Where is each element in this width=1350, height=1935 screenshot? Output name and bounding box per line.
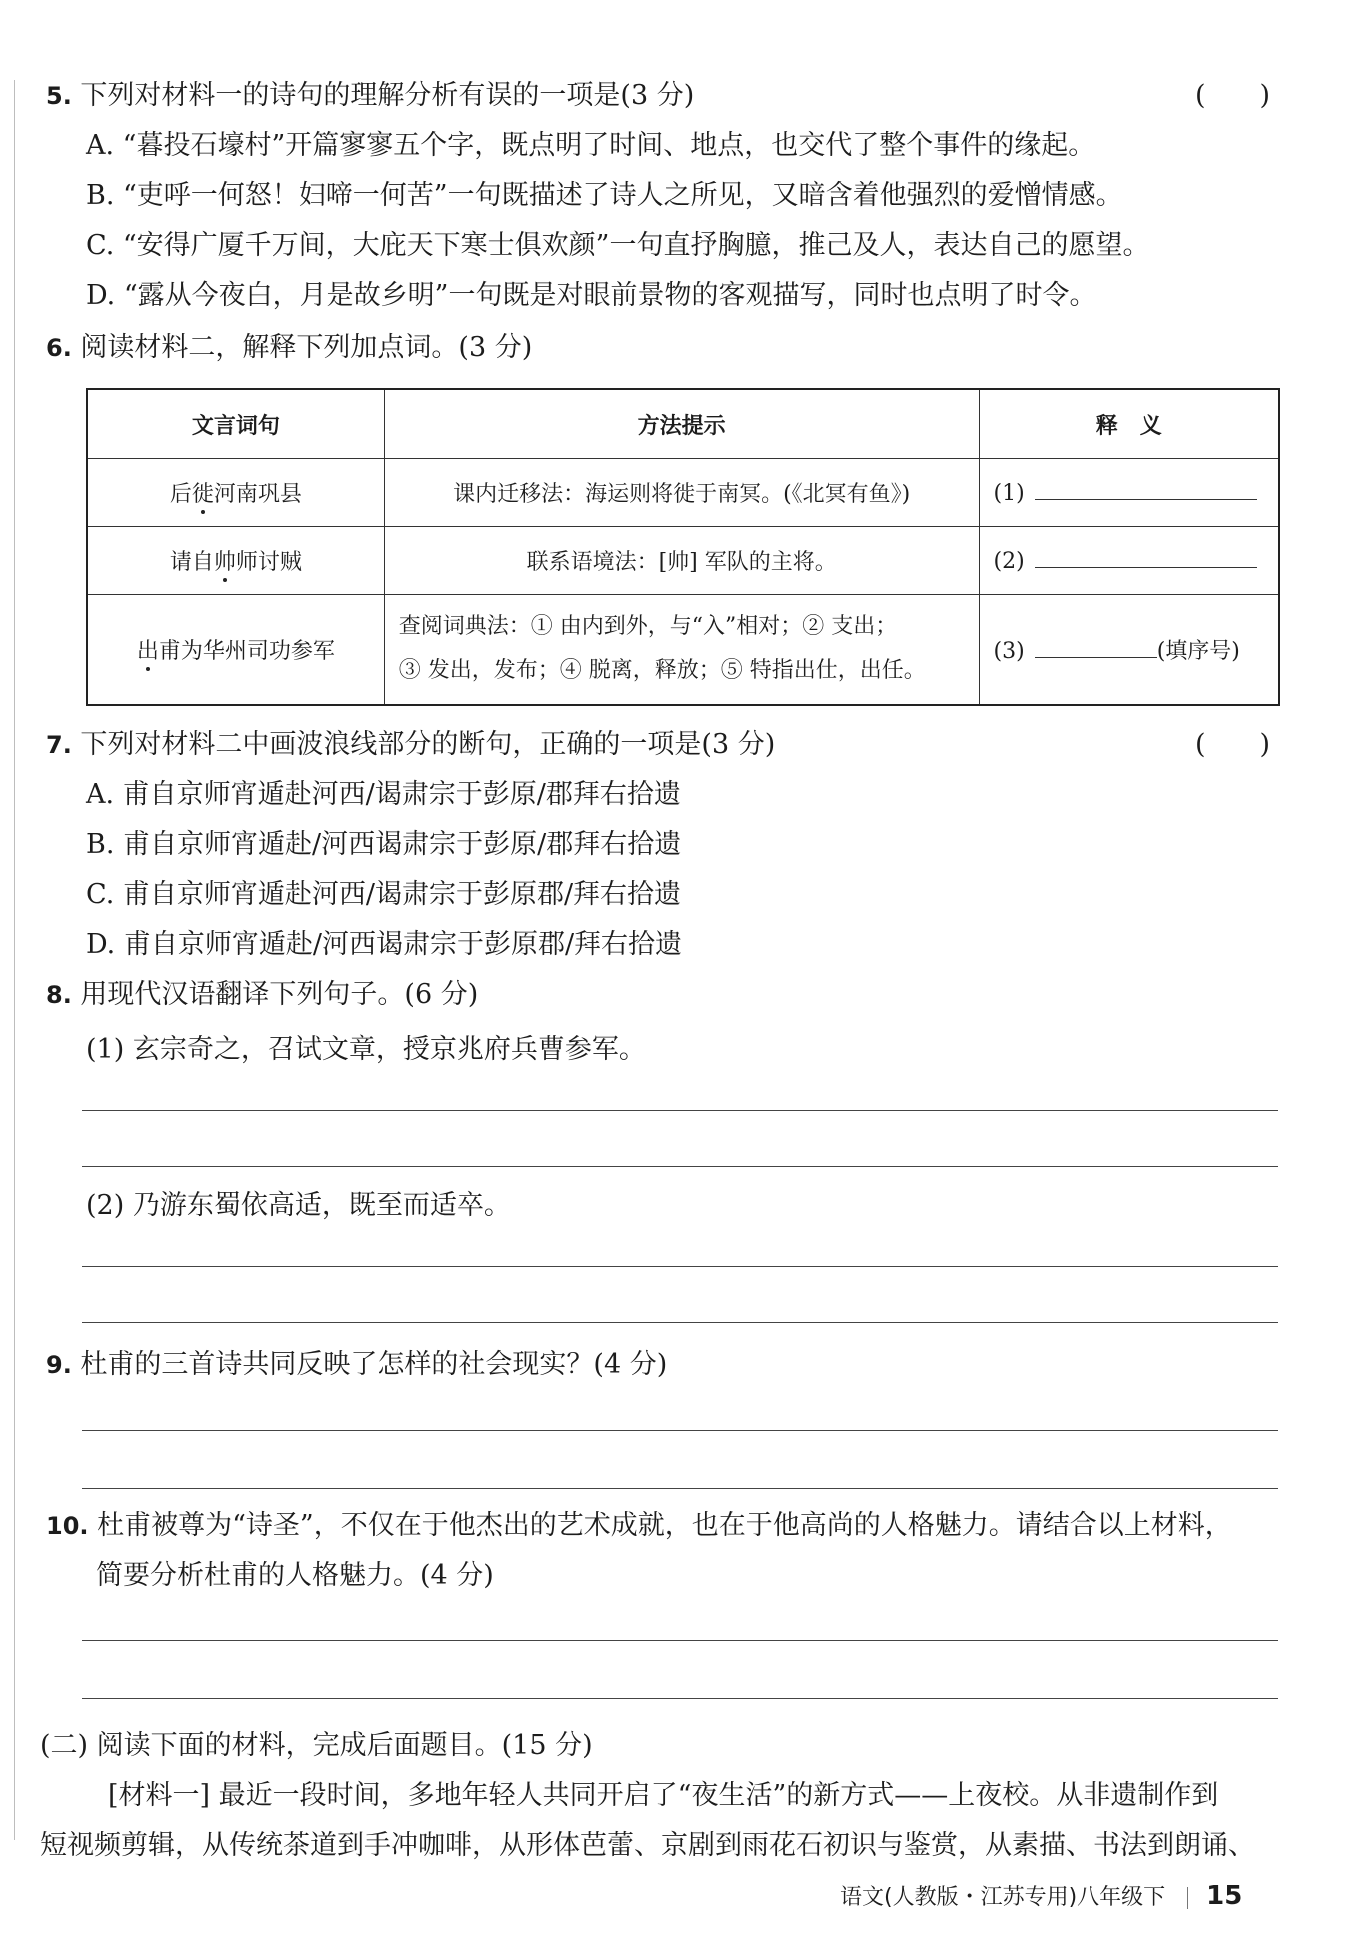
answer-blank-1[interactable] [1035,479,1257,500]
classical-phrase-1: 后徙河南巩县 [87,459,384,527]
question-5-option-d: D. “露从今夜白，月是故乡明”一句既是对眼前景物的客观描写，同时也点明了时令。 [86,280,1097,311]
header-classical-text: 文言词句 [87,389,384,459]
header-meaning: 释 义 [979,389,1279,459]
answer-line-8-2b[interactable] [82,1322,1278,1323]
dotted-word-1: 徙 [191,482,214,507]
answer-cell-2: (2) [979,527,1279,595]
question-7-option-d: D. 甫自京师宵遁赴/河西谒肃宗于彭原郡/拜右拾遗 [86,929,683,960]
table-row [87,527,1279,595]
material-1-line-1: [材料一] 最近一段时间，多地年轻人共同开启了“夜生活”的新方式——上夜校。从非遗制作到 [108,1780,1219,1811]
answer-line-10a[interactable] [82,1640,1278,1641]
dotted-word-3: 出 [136,638,159,664]
question-9-stem: 9. 杜甫的三首诗共同反映了怎样的社会现实？(4 分) [46,1349,668,1380]
material-1-label: [材料一] [108,1780,211,1811]
method-hint-1: 课内迁移法：海运则将徙于南冥。(《北冥有鱼》) [384,459,979,527]
footer-subject: 语文(人教版・江苏专用)八年级下 [840,1885,1166,1910]
question-8-sub-1: (1) 玄宗奇之，召试文章，授京兆府兵曹参军。 [86,1034,646,1065]
answer-blank-2[interactable] [1035,547,1257,568]
answer-line-8-2a[interactable] [82,1266,1278,1267]
question-7-stem: 7. 下列对材料二中画波浪线部分的断句，正确的一项是(3 分) [46,729,776,760]
word-explanation-table [86,388,1280,706]
question-10-stem-line-1: 10. 杜甫被尊为“诗圣”，不仅在于他杰出的艺术成就，也在于他高尚的人格魅力。请结合以上材料， [46,1510,1232,1541]
table-row [87,459,1279,527]
page-number: 15 [1206,1881,1243,1911]
table-header-row [87,389,1279,459]
question-7-option-a: A. 甫自京师宵遁赴河西/谒肃宗于彭原/郡拜右拾遗 [86,779,681,810]
answer-line-8-1a[interactable] [82,1110,1278,1111]
question-8-sub-2: (2) 乃游东蜀依高适，既至而适卒。 [86,1190,511,1221]
classical-phrase-3: 出甫为华州司功参军 [87,595,384,705]
material-1-line-2: 短视频剪辑，从传统茶道到手冲咖啡，从形体芭蕾、京剧到雨花石初识与鉴赏，从素描、书法到朗诵、 [40,1830,1255,1861]
answer-cell-1: (1) [979,459,1279,527]
question-5-option-a: A. “暮投石壕村”开篇寥寥五个字，既点明了时间、地点，也交代了整个事件的缘起。 [86,130,1096,161]
question-6-stem: 6. 阅读材料二，解释下列加点词。(3 分) [46,332,533,363]
dotted-word-2: 帅 [213,550,236,575]
answer-line-9a[interactable] [82,1430,1278,1431]
question-5-stem: 5. 下列对材料一的诗句的理解分析有误的一项是(3 分) [46,80,695,111]
question-8-stem: 8. 用现代汉语翻译下列句子。(6 分) [46,979,479,1010]
question-7-answer-paren[interactable]: ( ) [1195,729,1271,760]
question-7-option-c: C. 甫自京师宵遁赴河西/谒肃宗于彭原郡/拜右拾遗 [86,879,682,910]
method-hint-3 [384,595,979,705]
header-method-hint: 方法提示 [384,389,979,459]
table-row [87,595,1279,705]
method-hint-3-line-2: ③ 发出，发布；④ 脱离，释放；⑤ 特指出仕，出任。 [398,658,926,684]
answer-cell-3: (3) (填序号) [979,595,1279,705]
question-5-option-b: B. “吏呼一何怒！妇啼一何苦”一句既描述了诗人之所见，又暗含着他强烈的爱憎情感。 [86,180,1123,211]
method-hint-3-line-1: 查阅词典法：① 由内到外，与“入”相对；② 支出； [398,614,898,640]
page-footer [840,1880,1242,1911]
footer-separator [1187,1887,1188,1909]
answer-blank-3[interactable] [1035,637,1157,658]
method-hint-2: 联系语境法：[帅] 军队的主将。 [384,527,979,595]
classical-phrase-2: 请自帅师讨贼 [87,527,384,595]
answer-line-8-1b[interactable] [82,1166,1278,1167]
question-5-option-c: C. “安得广厦千万间，大庇天下寒士俱欢颜”一句直抒胸臆，推己及人，表达自己的愿望。 [86,230,1150,261]
question-10-stem-line-2: 简要分析杜甫的人格魅力。(4 分) [96,1560,494,1591]
question-5-answer-paren[interactable]: ( ) [1195,80,1271,111]
answer-line-9b[interactable] [82,1488,1278,1489]
left-margin-rule [14,80,15,1840]
question-7-option-b: B. 甫自京师宵遁赴/河西谒肃宗于彭原/郡拜右拾遗 [86,829,682,860]
answer-line-10b[interactable] [82,1698,1278,1699]
section-2-heading: (二) 阅读下面的材料，完成后面题目。(15 分) [40,1730,593,1761]
